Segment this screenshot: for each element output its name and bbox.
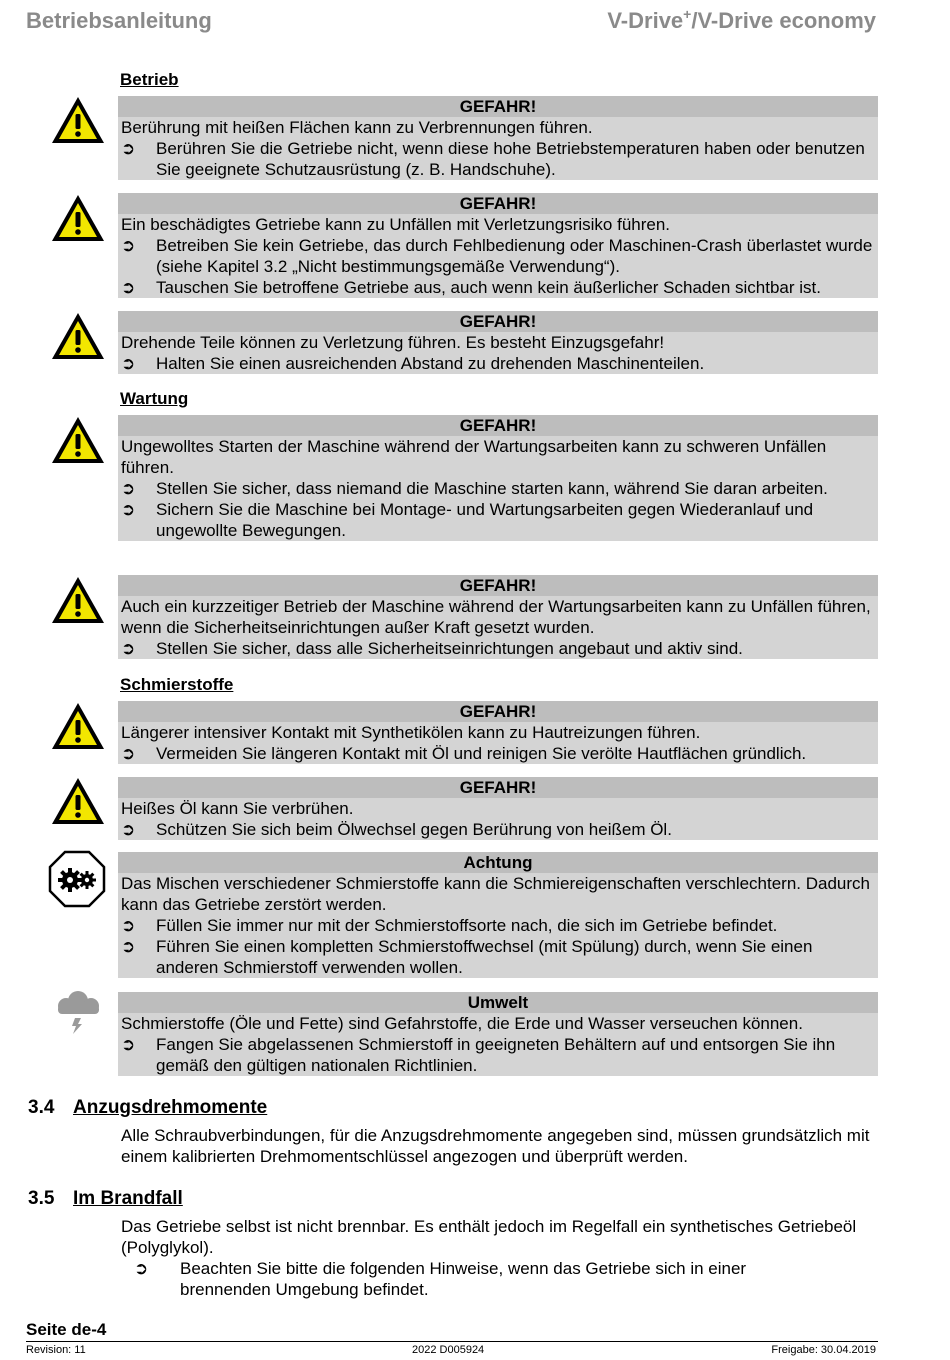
bullet-text: Berühren Sie die Getriebe nicht, wenn diese hohe Betriebstemperaturen haben oder benutzen Sie geeignete Schutzausrüstung (z. B. Handschuhe). xyxy=(156,139,865,179)
product-name-rest: /V-Drive economy xyxy=(691,8,876,33)
box-text: Längerer intensiver Kontakt mit Synthetikölen kann zu Hautreizungen führen. xyxy=(121,723,701,742)
bullet-text: Tauschen Sie betroffene Getriebe aus, auch wenn kein äußerlicher Schaden sichtbar ist. xyxy=(156,278,821,297)
release-date: Freigabe: 30.04.2019 xyxy=(771,1344,876,1356)
box-text: Ein beschädigtes Getriebe kann zu Unfällen mit Verletzungsrisiko führen. xyxy=(121,215,671,234)
box-bullet xyxy=(118,499,878,541)
section-heading-betrieb: Betrieb xyxy=(120,70,179,89)
box-text: Ungewolltes Starten der Maschine während der Wartungsarbeiten kann zu schweren Unfällen führen. xyxy=(121,437,827,477)
danger-box-hot-surfaces xyxy=(118,96,878,180)
arrow-icon: ➲ xyxy=(121,820,136,839)
box-title: GEFAHR! xyxy=(118,701,878,722)
box-bullet xyxy=(118,1034,878,1076)
arrow-icon: ➲ xyxy=(121,1035,136,1054)
environment-cloud-icon xyxy=(50,990,106,1034)
box-title: GEFAHR! xyxy=(118,575,878,596)
warning-triangle-icon xyxy=(50,574,106,626)
attention-box-lubricant-mixing xyxy=(118,852,878,978)
arrow-icon: ➲ xyxy=(121,916,136,935)
danger-box-safety-devices xyxy=(118,575,878,659)
box-title: GEFAHR! xyxy=(118,415,878,436)
section-heading-wartung: Wartung xyxy=(120,389,189,408)
warning-triangle-icon xyxy=(50,775,106,827)
danger-box-synthetic-oil xyxy=(118,701,878,764)
box-bullet xyxy=(118,138,878,180)
bullet-text: Füllen Sie immer nur mit der Schmierstoffsorte nach, die sich im Getriebe befindet. xyxy=(156,916,778,935)
environment-box xyxy=(118,992,878,1076)
box-title: GEFAHR! xyxy=(118,311,878,332)
page-number: Seite de-4 xyxy=(26,1320,107,1339)
bullet-text: Vermeiden Sie längeren Kontakt mit Öl und reinigen Sie verölte Hautflächen gründlich. xyxy=(156,744,807,763)
warning-triangle-icon xyxy=(50,94,106,146)
arrow-icon: ➲ xyxy=(121,139,136,158)
document-title: Betriebsanleitung xyxy=(26,8,212,33)
box-text: Auch ein kurzzeitiger Betrieb der Maschine während der Wartungsarbeiten kann zu Unfällen führen, wenn die Sicherheitseinrichtungen außer Kraft gesetzt wurden. xyxy=(121,597,871,637)
product-name xyxy=(607,8,876,34)
gears-attention-icon xyxy=(48,850,106,908)
arrow-icon: ➲ xyxy=(121,278,136,297)
box-bullet xyxy=(118,819,878,840)
bullet-text: Schützen Sie sich beim Ölwechsel gegen Berührung von heißem Öl. xyxy=(156,820,672,839)
box-bullet xyxy=(118,277,878,298)
section-number-3-4: 3.4 xyxy=(28,1097,55,1118)
bullet-text: Beachten Sie bitte die folgenden Hinweise, wenn das Getriebe sich in einer brennenden Umgebung befindet. xyxy=(180,1259,747,1299)
product-name-main: V-Drive xyxy=(607,8,684,33)
box-bullet xyxy=(118,235,878,277)
bullet-text: Betreiben Sie kein Getriebe, das durch Fehlbedienung oder Maschinen-Crash überlastet wurde (siehe Kapitel 3.2 „Nicht bestimmungsgemäße Verwendung“). xyxy=(156,236,873,276)
box-text: Heißes Öl kann Sie verbrühen. xyxy=(121,799,354,818)
section-title-3-4: Anzugsdrehmomente xyxy=(73,1097,268,1118)
warning-triangle-icon xyxy=(50,192,106,244)
box-text: Schmierstoffe (Öle und Fette) sind Gefahrstoffe, die Erde und Wasser verseuchen können. xyxy=(121,1014,803,1033)
danger-box-damaged-gearbox xyxy=(118,193,878,298)
section-heading-schmierstoffe: Schmierstoffe xyxy=(120,675,234,694)
revision: Revision: 11 xyxy=(26,1344,86,1356)
section-number-3-5: 3.5 xyxy=(28,1188,55,1209)
bullet-text: Fangen Sie abgelassenen Schmierstoff in geeigneten Behältern auf und entsorgen Sie ihn gemäß den gültigen nationalen Richtlinien. xyxy=(156,1035,836,1075)
bullet-text: Führen Sie einen kompletten Schmierstoffwechsel (mit Spülung) durch, wenn Sie einen anderen Schmierstoff verwenden wollen. xyxy=(156,937,813,977)
box-bullet xyxy=(118,478,878,499)
box-title: GEFAHR! xyxy=(118,777,878,798)
box-bullet xyxy=(118,743,878,764)
box-bullet xyxy=(118,936,878,978)
warning-triangle-icon xyxy=(50,700,106,752)
arrow-icon: ➲ xyxy=(121,937,136,956)
arrow-icon: ➲ xyxy=(121,744,136,763)
box-bullet xyxy=(118,638,878,659)
box-title: Achtung xyxy=(118,852,878,873)
arrow-icon: ➲ xyxy=(134,1259,149,1278)
danger-box-rotating-parts xyxy=(118,311,878,374)
arrow-icon: ➲ xyxy=(121,639,136,658)
bullet-text: Sichern Sie die Maschine bei Montage- und Wartungsarbeiten gegen Wiederanlauf und ungewollte Bewegungen. xyxy=(156,500,814,540)
bullet-text: Halten Sie einen ausreichenden Abstand zu drehenden Maschinenteilen. xyxy=(156,354,705,373)
warning-triangle-icon xyxy=(50,310,106,362)
box-title: GEFAHR! xyxy=(118,193,878,214)
footer-divider xyxy=(26,1341,878,1342)
bullet-text: Stellen Sie sicher, dass alle Sicherheitseinrichtungen angebaut und aktiv sind. xyxy=(156,639,743,658)
box-title: Umwelt xyxy=(118,992,878,1013)
product-name-sup: + xyxy=(683,6,692,22)
danger-box-hot-oil xyxy=(118,777,878,840)
paragraph-torque: Alle Schraubverbindungen, für die Anzugsdrehmomente angegeben sind, müssen grundsätzlich mit einem kalibrierten Drehmomentschlüssel angezogen und überprüft werden. xyxy=(121,1126,870,1166)
arrow-icon: ➲ xyxy=(121,354,136,373)
section-title-3-5: Im Brandfall xyxy=(73,1188,183,1209)
box-text: Drehende Teile können zu Verletzung führen. Es besteht Einzugsgefahr! xyxy=(121,333,665,352)
warning-triangle-icon xyxy=(50,414,106,466)
fire-bullet xyxy=(134,1258,834,1300)
box-bullet xyxy=(118,353,878,374)
document-number: 2022 D005924 xyxy=(412,1344,485,1356)
arrow-icon: ➲ xyxy=(121,479,136,498)
arrow-icon: ➲ xyxy=(121,500,136,519)
arrow-icon: ➲ xyxy=(121,236,136,255)
box-text: Berührung mit heißen Flächen kann zu Verbrennungen führen. xyxy=(121,118,593,137)
bullet-text: Stellen Sie sicher, dass niemand die Maschine starten kann, während Sie daran arbeiten. xyxy=(156,479,828,498)
box-text: Das Mischen verschiedener Schmierstoffe kann die Schmiereigenschaften verschlechtern. Dadurch kann das Getriebe zerstört werden. xyxy=(121,874,871,914)
box-bullet xyxy=(118,915,878,936)
paragraph-fire: Das Getriebe selbst ist nicht brennbar. Es enthält jedoch im Regelfall ein synthetisches Getriebeöl (Polyglykol). xyxy=(121,1217,857,1257)
box-title: GEFAHR! xyxy=(118,96,878,117)
danger-box-unintended-start xyxy=(118,415,878,541)
